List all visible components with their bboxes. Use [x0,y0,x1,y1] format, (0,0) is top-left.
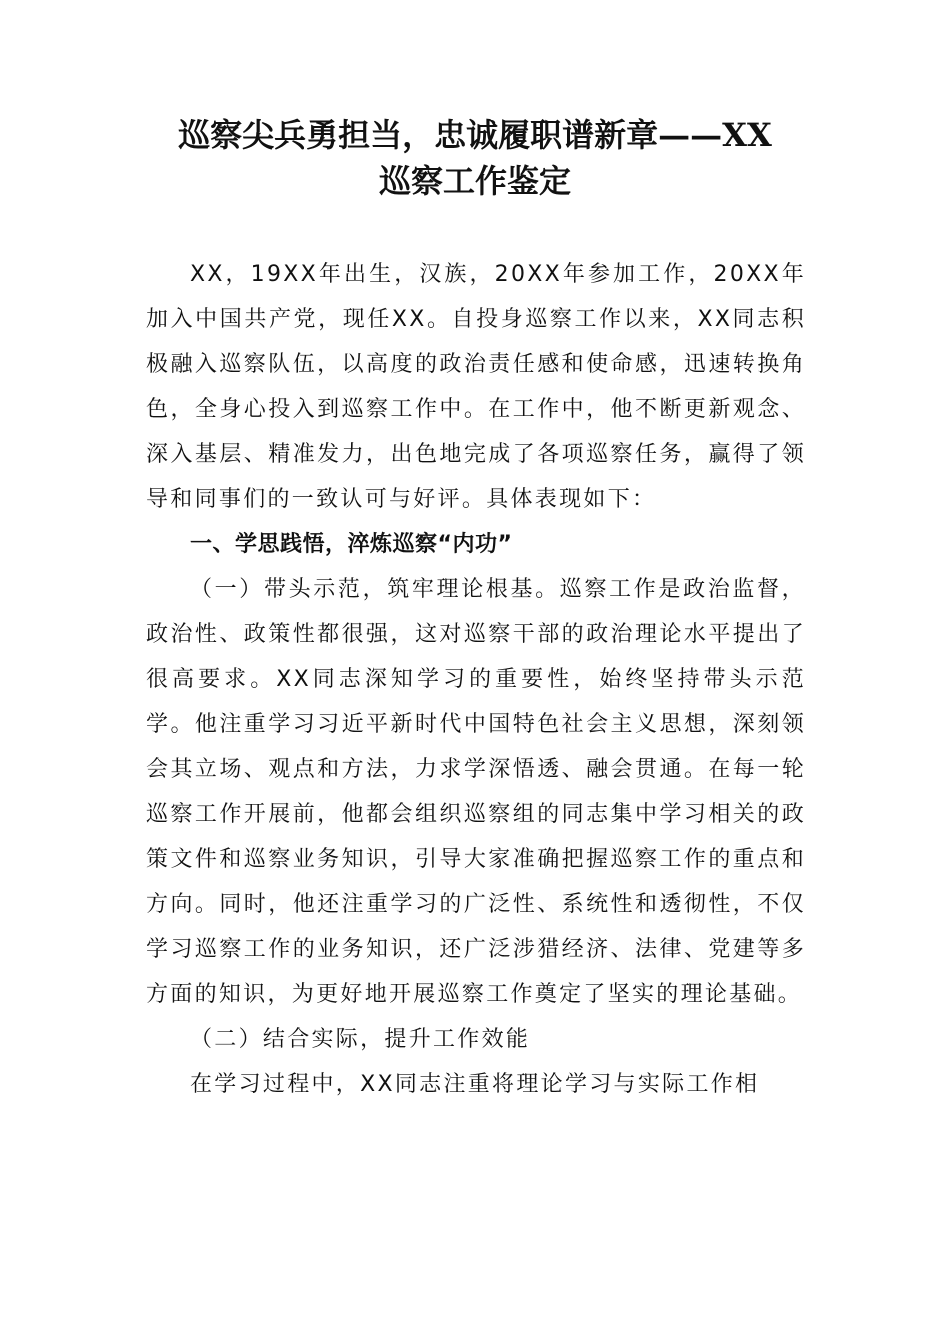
document-title [120,112,830,204]
section-heading-1: 一、学思践悟，淬炼巡察“内功” [190,532,513,557]
section-1-paragraph-2: 在学习过程中，XX同志注重将理论学习与实际工作相 [190,1072,760,1097]
title-line-2: 巡察工作鉴定 [378,162,571,200]
section-1-subheading-2: （二）结合实际，提升工作效能 [190,1027,531,1052]
section-1-paragraph-1: （一）带头示范，筑牢理论根基。巡察工作是政治监督，政治性、政策性都很强，这对巡察干部的政治理论水平提出了很高要求。XX同志深知学习的重要性，始终坚持带头示范学。他注重学习习近平新时代中国特色社会主义思想，深刻领会其立场、观点和方法，力求学深悟透、融会贯通。在每一轮巡察工作开展前，他都会组织巡察组的同志集中学习相关的政策文件和巡察业务知识，引导大家准确把握巡察工作的重点和方向。同时，他还注重学习的广泛性、系统性和透彻性，不仅学习巡察工作的业务知识，还广泛涉猎经济、法律、党建等多方面的知识，为更好地开展巡察工作奠定了坚实的理论基础。 [146,577,806,1007]
intro-paragraph: XX，19XX年出生，汉族，20XX年参加工作，20XX年加入中国共产党，现任XX。自投身巡察工作以来，XX同志积极融入巡察队伍，以高度的政治责任感和使命感，迅速转换角色，全身心投入到巡察工作中。在工作中，他不断更新观念、深入基层、精准发力，出色地完成了各项巡察任务，赢得了领导和同事们的一致认可与好评。具体表现如下： [146,262,806,512]
title-line-1: 巡察尖兵勇担当，忠诚履职谱新章——XX [178,116,772,154]
document-body [146,252,806,1107]
